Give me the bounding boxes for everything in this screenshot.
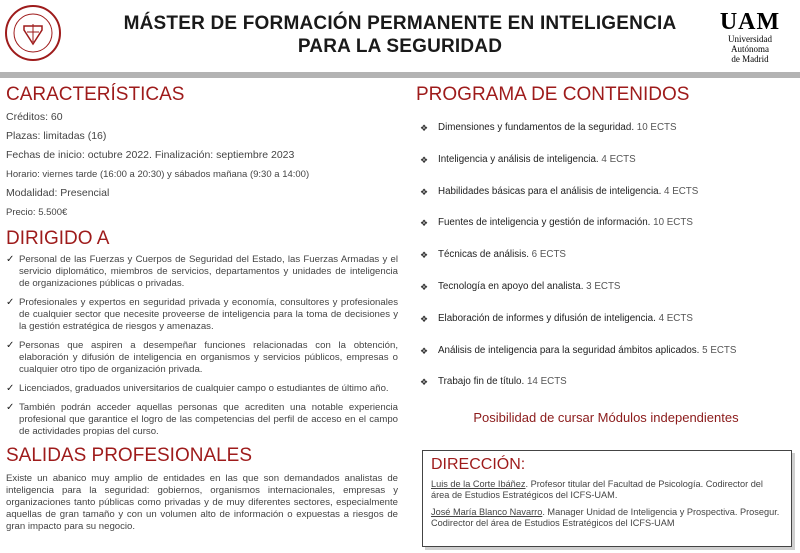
program-item bbox=[416, 345, 796, 377]
program-item-ects: 4 ECTS bbox=[664, 185, 699, 197]
program-item-name: Tecnología en apoyo del analista. bbox=[438, 280, 584, 292]
uam-name-line-2: de Madrid bbox=[731, 54, 769, 64]
program-item-ects: 4 ECTS bbox=[658, 312, 693, 324]
program-item-name: Trabajo fin de título. bbox=[438, 376, 525, 388]
salidas-text: Existe un abanico muy amplio de entidades en las que son demandados analistas de inteligencia para la seguridad: gobiernos, organismos internacionales, empresas y organizaciones tanto públicas como privadas y de muy diferentes sectores, especialmente aquellas de gran tamaño y con un volumen alto de información o expuestas a riesgos de gran impacto para su negocio. bbox=[6, 473, 398, 532]
horario: Horario: viernes tarde (16:00 a 20:30) y sábados mañana (9:30 a 14:00) bbox=[6, 169, 310, 180]
caracteristicas-list bbox=[6, 108, 398, 222]
page-title bbox=[120, 12, 680, 58]
program-item-ects: 14 ECTS bbox=[526, 376, 567, 388]
program-item-name: Habilidades básicas para el análisis de inteligencia. bbox=[438, 185, 662, 197]
director-name: José María Blanco Navarro bbox=[431, 507, 543, 517]
dirigido-heading: DIRIGIDO A bbox=[6, 228, 110, 249]
program-item bbox=[416, 281, 796, 313]
title-line-1: MÁSTER DE FORMACIÓN PERMANENTE EN INTELIGENCIA bbox=[123, 13, 677, 34]
program-item bbox=[416, 376, 796, 408]
program-item bbox=[416, 186, 796, 218]
salidas-heading: SALIDAS PROFESIONALES bbox=[6, 445, 253, 466]
caracteristicas-heading: CARACTERÍSTICAS bbox=[6, 84, 185, 105]
dirigido-list bbox=[6, 254, 398, 438]
direccion-box bbox=[422, 450, 792, 547]
programa-heading: PROGRAMA DE CONTENIDOS bbox=[416, 84, 690, 105]
modalidad: Modalidad: Presencial bbox=[6, 187, 110, 199]
uam-name-line-1: Universidad Autónoma bbox=[728, 34, 772, 54]
program-item-name: Técnicas de análisis. bbox=[438, 249, 529, 261]
director-name: Luis de la Corte Ibáñez bbox=[431, 479, 526, 489]
program-item-ects: 10 ECTS bbox=[653, 217, 693, 229]
program-item-name: Elaboración de informes y difusión de inteligencia. bbox=[438, 312, 656, 324]
program-item-ects: 10 ECTS bbox=[636, 122, 677, 133]
header-divider bbox=[0, 72, 800, 78]
dirigido-item: ✓ Profesionales y expertos en seguridad privada y economía, consultores y profesionales de cualquier sector que necesite proveerse de inteligencia para la toma de decisiones y la gestión estratégica de riesgos y amenazas. bbox=[6, 297, 398, 333]
institute-seal-logo bbox=[4, 4, 62, 62]
program-item-name: Dimensiones y fundamentos de la seguridad. bbox=[438, 122, 635, 133]
programa-list bbox=[416, 122, 796, 408]
header bbox=[0, 0, 800, 72]
uam-mark: UAM bbox=[719, 9, 781, 35]
left-column bbox=[6, 84, 398, 533]
director-role: . Profesor titular del Facultad de Psicología. Codirector del área de Estudios Estratégicos del ICFS-UAM. bbox=[431, 479, 763, 500]
program-item bbox=[416, 313, 796, 345]
program-item-ects: 5 ECTS bbox=[702, 344, 737, 356]
program-item-ects: 4 ECTS bbox=[601, 153, 636, 165]
modules-note: Posibilidad de cursar Módulos independientes bbox=[473, 410, 739, 426]
direccion-heading: DIRECCIÓN: bbox=[431, 456, 526, 473]
program-item bbox=[416, 122, 796, 154]
program-item-name: Fuentes de inteligencia y gestión de información. bbox=[438, 217, 651, 229]
creditos: Créditos: 60 bbox=[6, 111, 63, 123]
plazas: Plazas: limitadas (16) bbox=[6, 130, 107, 142]
program-item bbox=[416, 249, 796, 281]
program-item-name: Inteligencia y análisis de inteligencia. bbox=[438, 153, 599, 165]
program-item bbox=[416, 217, 796, 249]
title-line-2: PARA LA SEGURIDAD bbox=[297, 36, 503, 57]
director-entry bbox=[431, 479, 783, 501]
fechas: Fechas de inicio: octubre 2022. Finalización: septiembre 2023 bbox=[6, 149, 295, 161]
right-column bbox=[416, 84, 796, 425]
program-item-name: Análisis de inteligencia para la seguridad ámbitos aplicados. bbox=[438, 344, 700, 356]
uam-logo bbox=[710, 10, 790, 64]
program-item-ects: 3 ECTS bbox=[586, 280, 621, 292]
dirigido-item: ✓ Licenciados, graduados universitarios de cualquier campo o estudiantes de último año. bbox=[6, 383, 398, 395]
dirigido-item: ✓ También podrán acceder aquellas personas que acrediten una notable experiencia profesional que garantice el logro de las competencias del perfil de acceso en el campo de actividades propias del curso. bbox=[6, 402, 398, 438]
precio: Precio: 5.500€ bbox=[6, 207, 68, 218]
director-role: . Manager Unidad de Inteligencia y Prospectiva. Prosegur. Codirector del área de Estudios Estratégicos del ICFS-UAM bbox=[431, 507, 780, 528]
dirigido-item: ✓ Personal de las Fuerzas y Cuerpos de Seguridad del Estado, las Fuerzas Armadas y el servicio diplomático, miembros de servicios, departamentos y unidades de inteligencia de organizaciones públicas o privadas. bbox=[6, 254, 398, 290]
dirigido-item: ✓ Personas que aspiren a desempeñar funciones relacionadas con la obtención, elaboración y difusión de inteligencia en organismos y servicios públicos, empresas o cualquier otro tipo de organización privada. bbox=[6, 340, 398, 376]
director-entry bbox=[431, 507, 783, 529]
program-item bbox=[416, 154, 796, 186]
program-item-ects: 6 ECTS bbox=[531, 249, 566, 261]
